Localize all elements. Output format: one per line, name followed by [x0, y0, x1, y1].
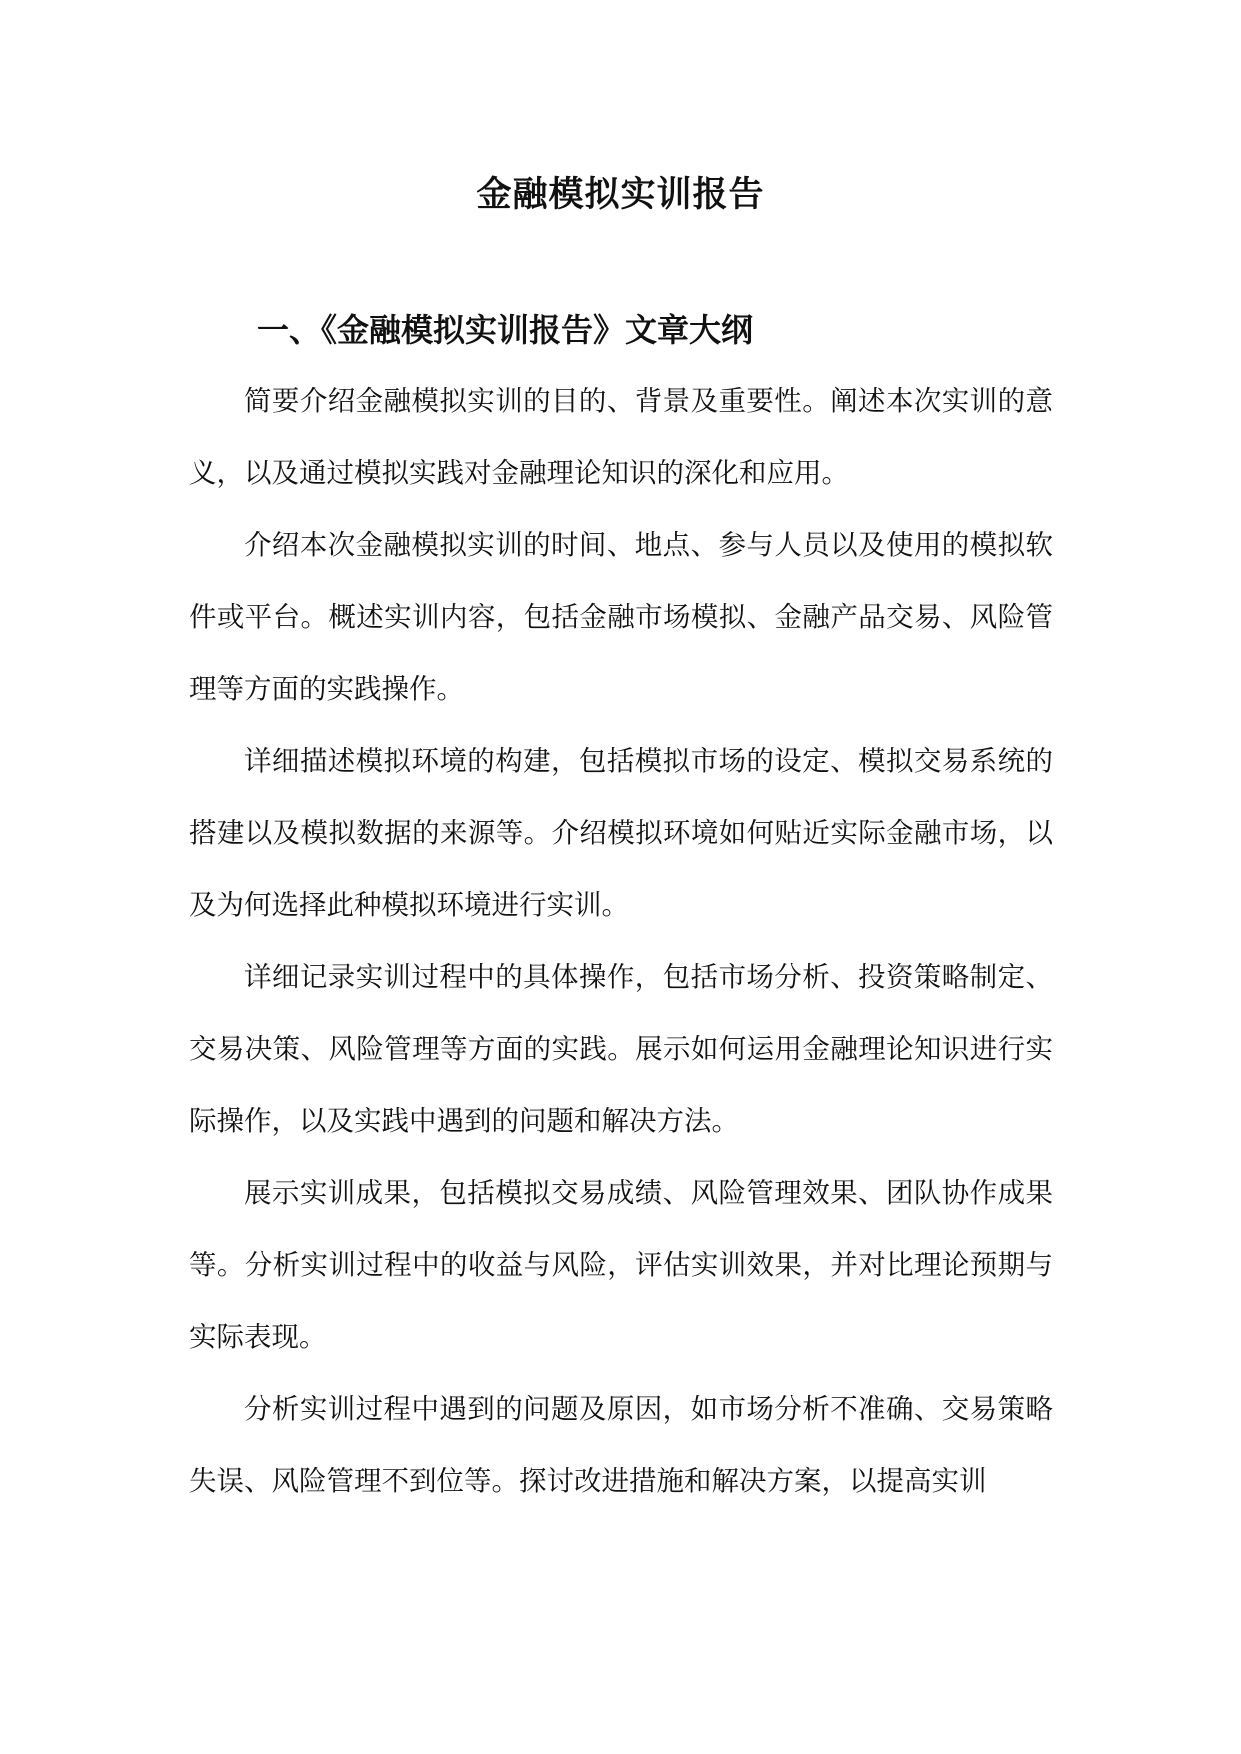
- paragraph: 分析实训过程中遇到的问题及原因，如市场分析不准确、交易策略失误、风险管理不到位等。探讨改进措施和解决方案，以提高实训: [189, 1393, 1053, 1497]
- paragraph: 展示实训成果，包括模拟交易成绩、风险管理效果、团队协作成果等。分析实训过程中的收益与风险，评估实训效果，并对比理论预期与实际表现。: [189, 1177, 1053, 1353]
- document-title: 金融模拟实训报告: [476, 174, 765, 216]
- paragraph: 简要介绍金融模拟实训的目的、背景及重要性。阐述本次实训的意义，以及通过模拟实践对金融理论知识的深化和应用。: [189, 385, 1053, 489]
- paragraph: 介绍本次金融模拟实训的时间、地点、参与人员以及使用的模拟软件或平台。概述实训内容，包括金融市场模拟、金融产品交易、风险管理等方面的实践操作。: [189, 529, 1053, 705]
- document-body: [189, 365, 1053, 1517]
- paragraph: 详细记录实训过程中的具体操作，包括市场分析、投资策略制定、交易决策、风险管理等方面的实践。展示如何运用金融理论知识进行实际操作，以及实践中遇到的问题和解决方法。: [189, 961, 1053, 1137]
- section-heading: 一、《金融模拟实训报告》文章大纲: [257, 310, 754, 349]
- paragraph: 详细描述模拟环境的构建，包括模拟市场的设定、模拟交易系统的搭建以及模拟数据的来源等。介绍模拟环境如何贴近实际金融市场，以及为何选择此种模拟环境进行实训。: [189, 745, 1053, 921]
